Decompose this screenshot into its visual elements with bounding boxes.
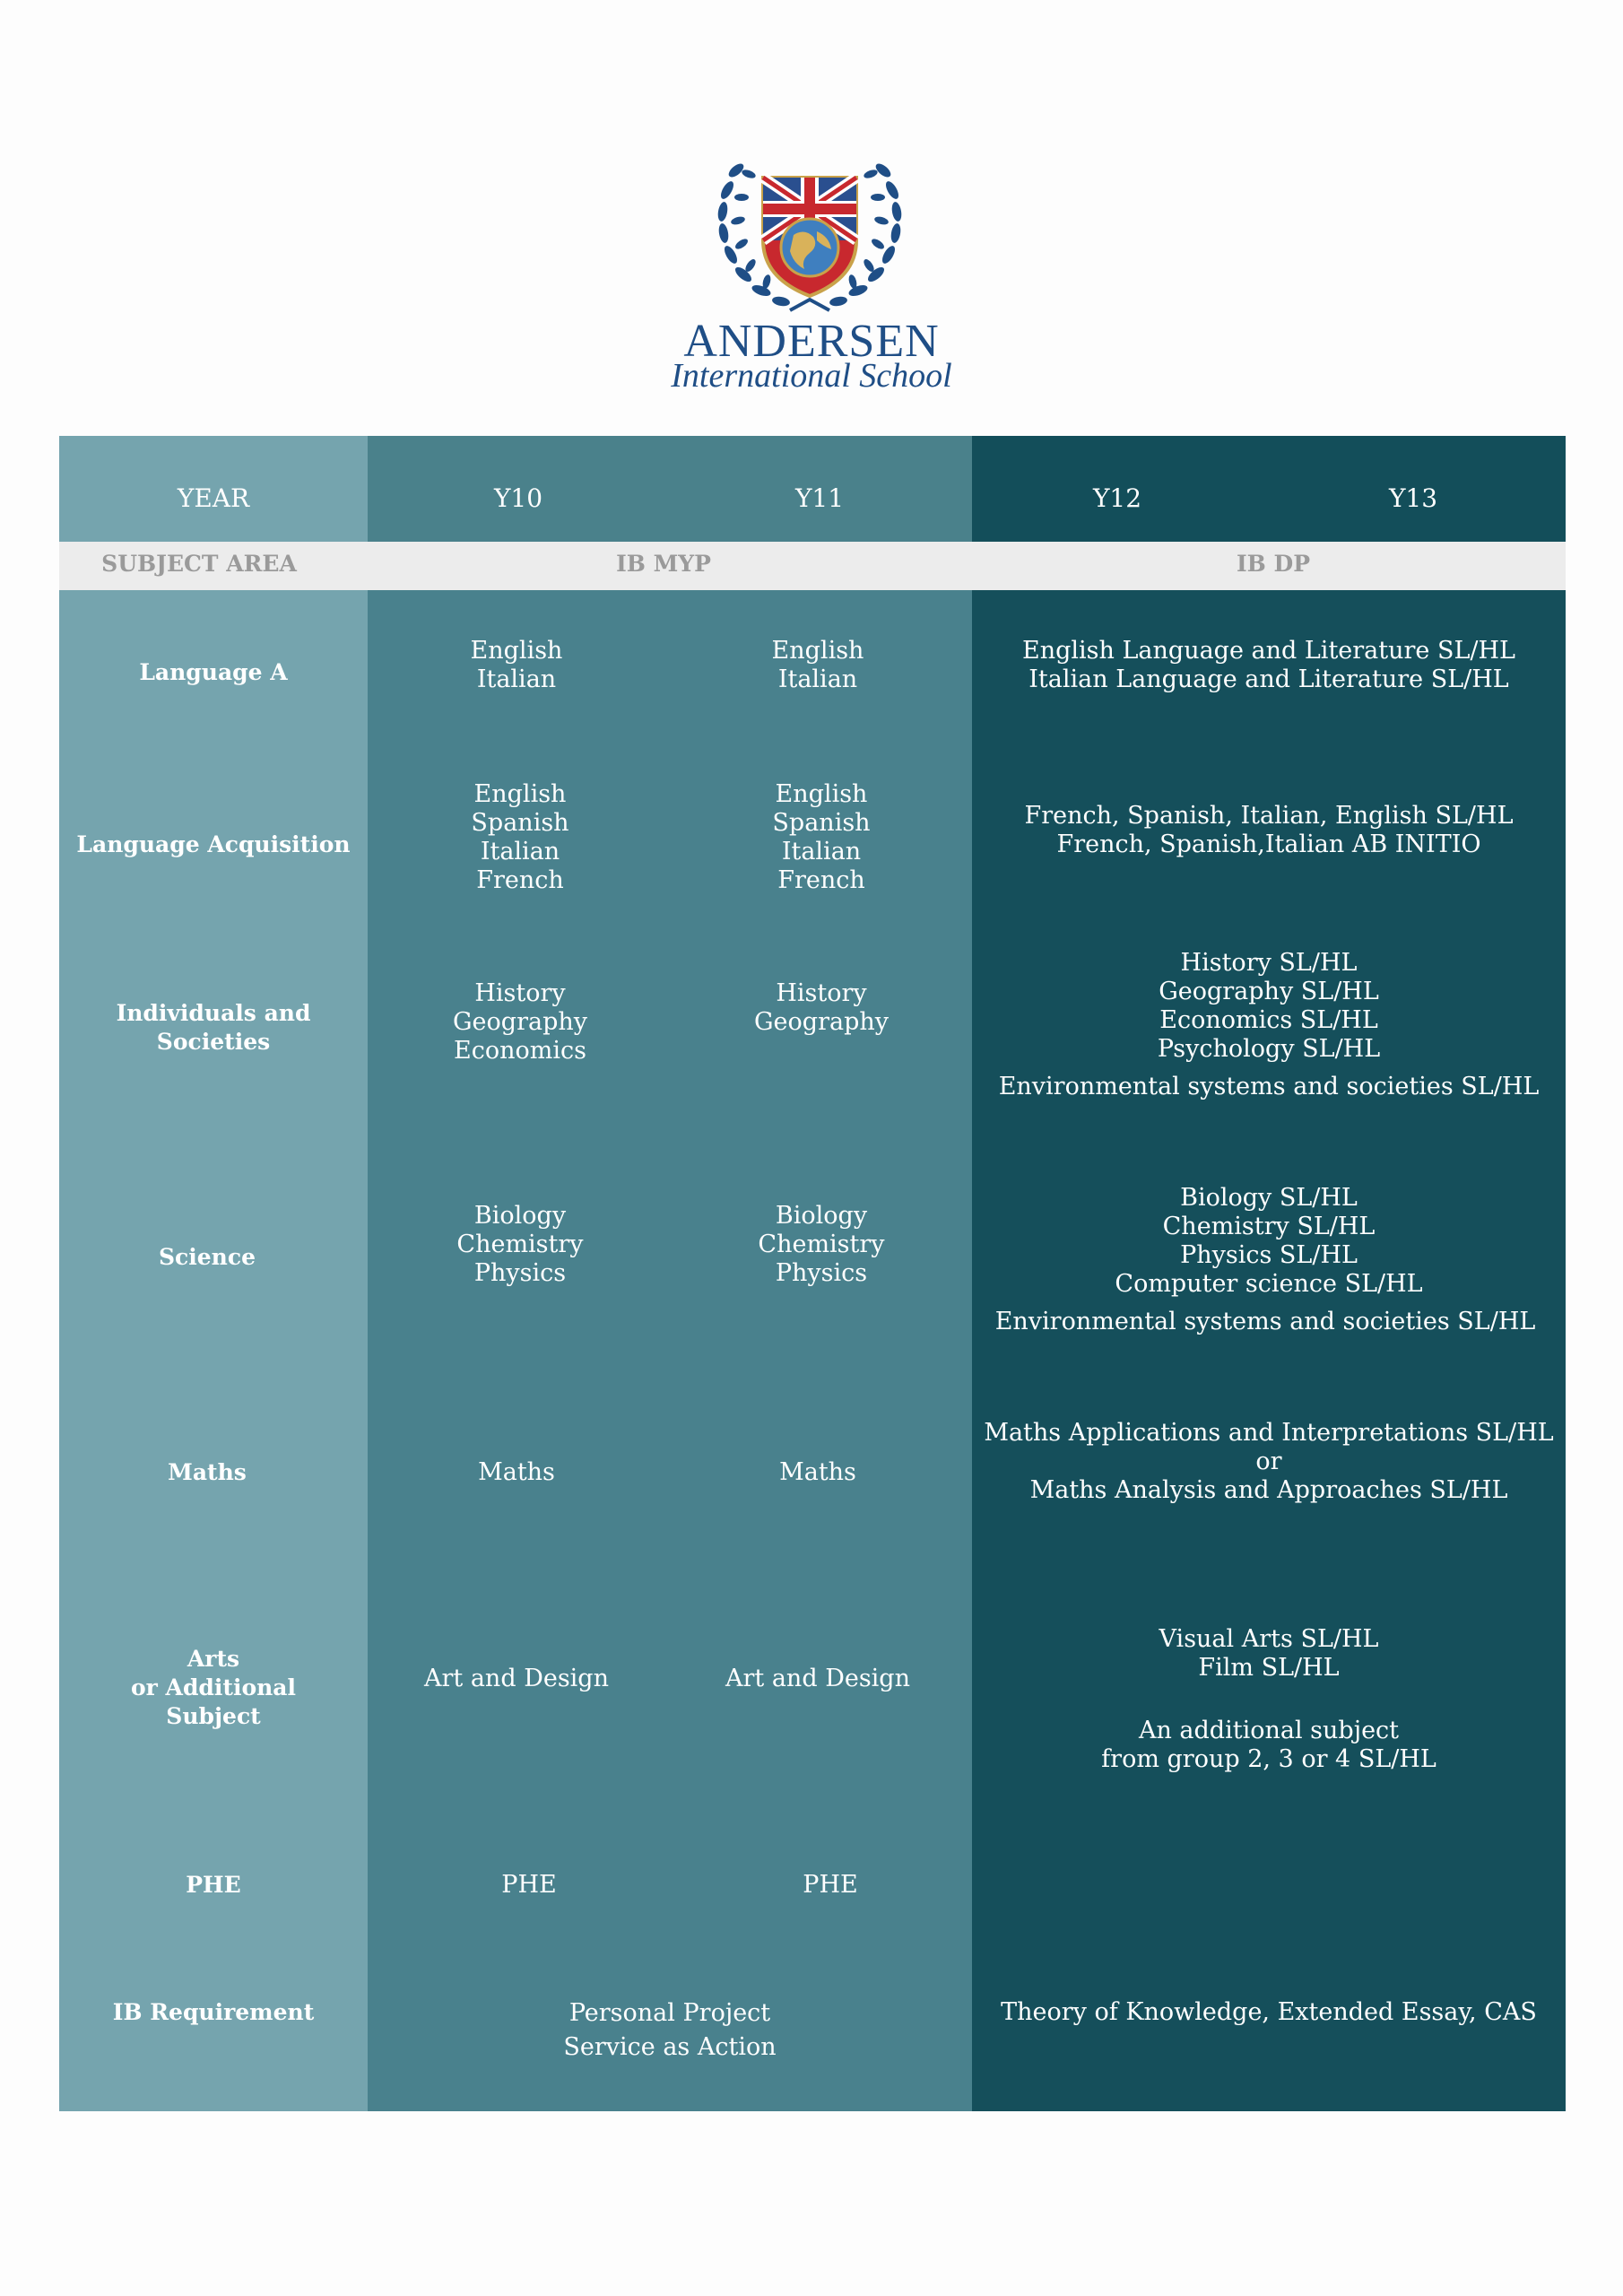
cell-y11-maths: Maths [779,1458,856,1486]
cell-y10-maths: Maths [478,1458,555,1486]
cell-dp-language-a: English Language and Literature SL/HL Italian Language and Literature SL/HL [1022,637,1515,693]
subject-phe: PHE [186,1872,241,1898]
cell-y10-language-acquisition: English Spanish Italian French [471,780,569,894]
cell-dp-ib-requirement: Theory of Knowledge, Extended Essay, CAS [1001,1998,1537,2026]
subject-science: Science [159,1244,256,1270]
header-y10: Y10 [493,483,543,513]
cell-dp-individuals-and-societies: History SL/HL Geography SL/HL Economics SL/HL Psychology SL/HL [1157,949,1381,1063]
logo-name: ANDERSEN [683,316,940,367]
subject-maths: Maths [168,1459,247,1485]
subject-language-a: Language A [139,659,288,685]
cell-y10-science: Biology Chemistry Physics [456,1202,584,1287]
crest-laurel-union-jack-globe-icon [711,135,908,323]
cell-dp-arts: Visual Arts SL/HL Film SL/HL [1159,1625,1379,1682]
band-subject-area: SUBJECT AREA [101,551,297,577]
cell-y11-language-a: English Italian [771,637,864,693]
subject-individuals-and-societies: Individuals and Societies [116,1000,311,1055]
cell-y10-arts: Art and Design [424,1665,609,1692]
cell-dp-arts-extra: An additional subject from group 2, 3 or 4 SL/HL [1101,1717,1436,1773]
logo-subtitle: International School [671,357,952,395]
cell-y11-individuals-and-societies: History Geography [753,979,890,1036]
year-column-background [59,436,368,2111]
subject-arts-or-additional: Arts or Additional Subject [131,1646,296,1729]
header-y13: Y13 [1388,483,1438,513]
header-y12: Y12 [1092,483,1142,513]
cell-dp-science: Biology SL/HL Chemistry SL/HL Physics SL/HL Computer science SL/HL [1115,1184,1423,1298]
cell-y11-arts: Art and Design [725,1665,910,1692]
band-ib-myp: IB MYP [616,551,711,577]
cell-dp-language-acquisition: French, Spanish, Italian, English SL/HL French, Spanish,Italian AB INITIO [1024,802,1514,858]
cell-dp-maths: Maths Applications and Interpretations SL/HL or Maths Analysis and Approaches SL/HL [984,1419,1554,1504]
subject-ib-requirement: IB Requirement [112,1999,315,2025]
cell-myp-ib-requirement: Personal Project Service as Action [563,1999,777,2061]
header-y11: Y11 [794,483,845,513]
band-ib-dp: IB DP [1236,551,1310,577]
school-logo [659,135,964,404]
cell-dp-science-extra: Environmental systems and societies SL/HL [994,1308,1536,1335]
cell-y11-science: Biology Chemistry Physics [758,1202,885,1287]
cell-dp-individuals-and-societies-extra: Environmental systems and societies SL/HL [998,1073,1540,1100]
header-year: YEAR [177,483,250,513]
subject-language-acquisition: Language Acquisition [76,831,351,857]
cell-y10-language-a: English Italian [470,637,563,693]
cell-y11-phe: PHE [803,1871,858,1899]
cell-y10-individuals-and-societies: History Geography Economics [452,979,588,1065]
cell-y10-phe: PHE [501,1871,557,1899]
cell-y11-language-acquisition: English Spanish Italian French [772,780,871,894]
